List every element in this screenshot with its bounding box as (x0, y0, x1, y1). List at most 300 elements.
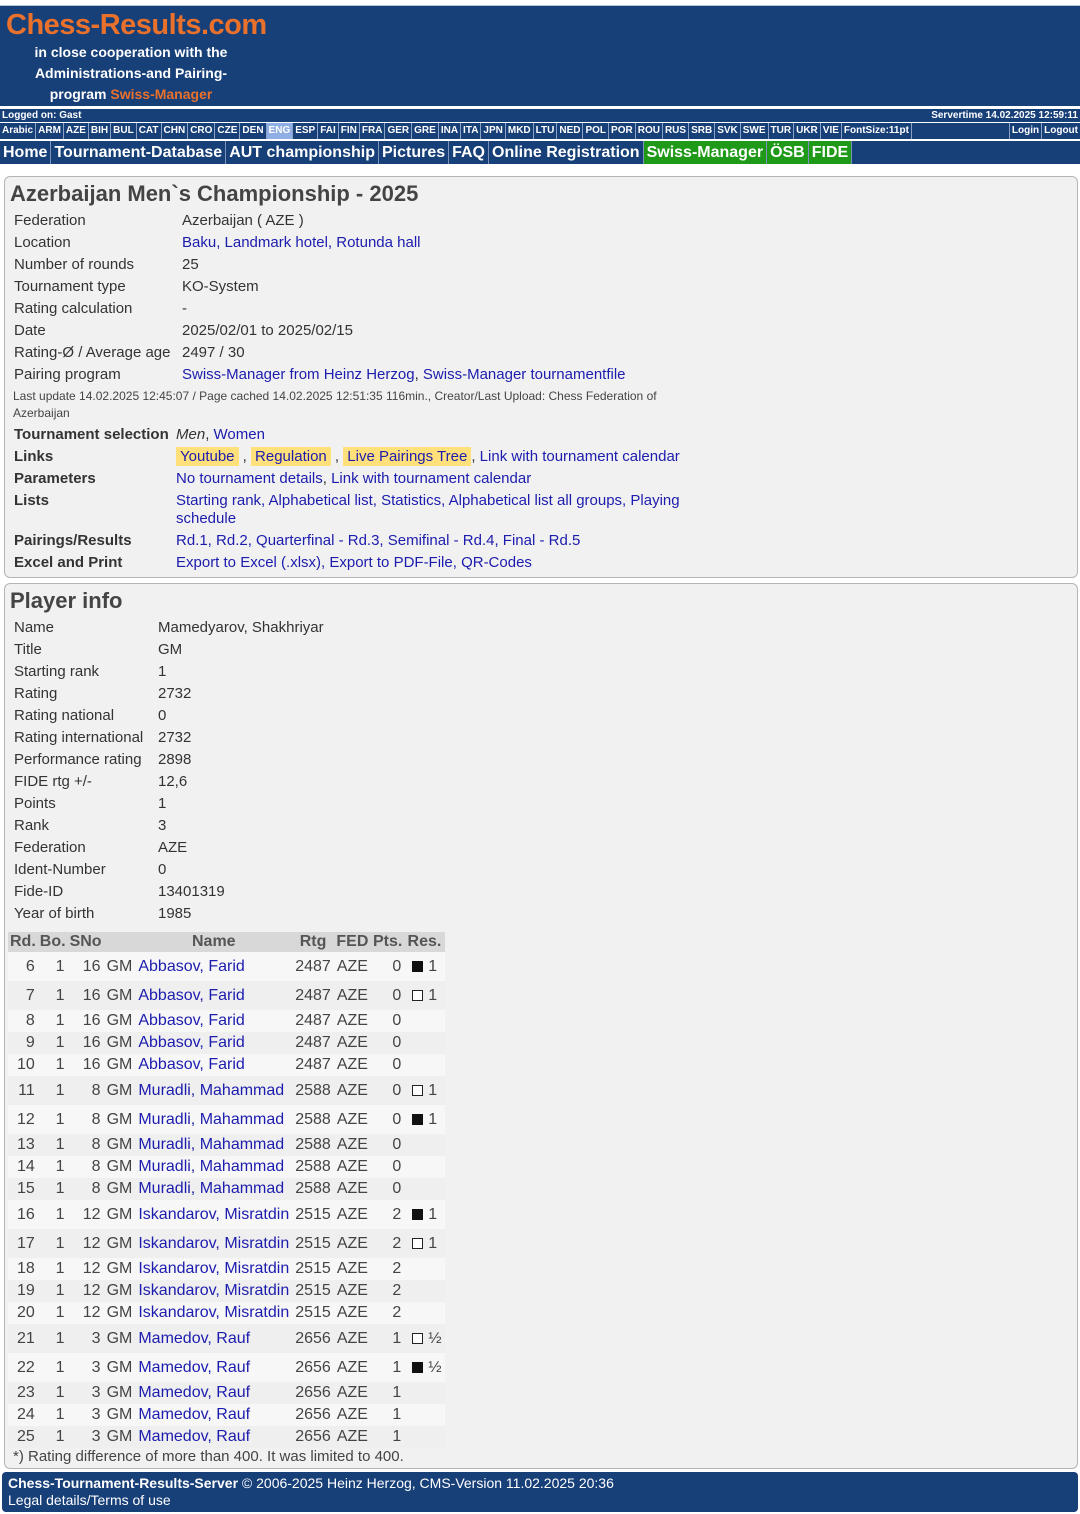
label-type: Tournament type (14, 278, 126, 295)
cell-rtg: 2588 (292, 1076, 334, 1105)
result-value: ½ (428, 1329, 442, 1347)
cell-rd: 10 (8, 1054, 38, 1076)
cell-title: GM (104, 1404, 136, 1426)
result-value: 1 (428, 957, 438, 975)
tournamentfile-link[interactable]: Swiss-Manager tournamentfile (422, 366, 626, 383)
location-link[interactable]: Baku, Landmark hotel, Rotunda hall (182, 234, 421, 251)
params-calendar-link[interactable]: Link with tournament calendar (331, 470, 532, 487)
table-row (8, 1200, 445, 1229)
cell-pts: 2 (371, 1258, 404, 1280)
language-item[interactable]: FAI (318, 123, 339, 139)
opponent-name-link[interactable]: Muradli, Mahammad (135, 1156, 292, 1178)
white-piece-icon (412, 990, 423, 1001)
language-item[interactable]: INA (439, 123, 461, 139)
label-lists: Lists (14, 492, 50, 509)
cell-title: GM (104, 1324, 136, 1353)
cell-pts: 0 (371, 1105, 404, 1134)
cell-title: GM (104, 1178, 136, 1200)
cell-sno: 16 (68, 1054, 104, 1076)
cell-fed: AZE (334, 1382, 371, 1404)
cell-sno: 3 (68, 1324, 104, 1353)
logo-line-3-a: program (49, 86, 111, 102)
player-field-value: 1 (158, 663, 167, 680)
cell-pts: 0 (371, 1178, 404, 1200)
language-item[interactable]: SRB (689, 123, 715, 139)
language-item[interactable]: FRA (360, 123, 386, 139)
nav-online-registration[interactable]: Online Registration (489, 141, 644, 164)
cell-rtg: 2588 (292, 1134, 334, 1156)
white-piece-icon (412, 1333, 423, 1344)
cell-fed: AZE (334, 1054, 371, 1076)
cell-rd: 17 (8, 1229, 38, 1258)
cell-pts: 1 (371, 1382, 404, 1404)
main-nav (0, 141, 1080, 164)
footer-copyright (8, 1475, 1072, 1492)
cell-sno: 8 (68, 1156, 104, 1178)
cell-res (404, 1280, 444, 1302)
cell-res (404, 1382, 444, 1404)
cell-bo: 1 (38, 1054, 68, 1076)
player-field-value: 0 (158, 861, 167, 878)
cell-title: GM (104, 1302, 136, 1324)
opponent-name-link[interactable]: Abbasov, Farid (135, 1032, 292, 1054)
cell-rd: 16 (8, 1200, 38, 1229)
cell-bo: 1 (38, 1032, 68, 1054)
opponent-name-link[interactable]: Mamedov, Rauf (135, 1426, 292, 1448)
player-field-label: Fide-ID (14, 883, 64, 900)
label-date: Date (14, 322, 46, 339)
results-header-cell: Rd. (10, 933, 36, 950)
opponent-name-link[interactable]: Mamedov, Rauf (135, 1382, 292, 1404)
value-date: 2025/02/01 to 2025/02/15 (182, 322, 353, 339)
cell-rtg: 2515 (292, 1280, 334, 1302)
cell-sno: 3 (68, 1426, 104, 1448)
footer-server[interactable]: Chess-Tournament-Results-Server (8, 1475, 239, 1491)
player-field-value: 13401319 (158, 883, 225, 900)
cell-res (404, 1229, 444, 1258)
results-header-cell: Res. (404, 932, 444, 952)
cell-sno: 16 (68, 981, 104, 1010)
cell-fed: AZE (334, 981, 371, 1010)
language-item[interactable]: RUS (663, 123, 689, 139)
results-header-cell (104, 932, 136, 952)
opponent-name-link[interactable]: Muradli, Mahammad (135, 1076, 292, 1105)
cell-rtg: 2487 (292, 952, 334, 981)
cell-title: GM (104, 1134, 136, 1156)
player-field-label: Name (14, 619, 55, 636)
cell-pts: 0 (371, 1054, 404, 1076)
nav-tournament-database[interactable]: Tournament-Database (51, 141, 226, 164)
black-piece-icon (412, 961, 423, 972)
player-field-label: Rating national (14, 707, 115, 724)
user-bar (0, 109, 1080, 122)
cell-res (404, 1302, 444, 1324)
table-row (8, 1229, 445, 1258)
table-row (8, 1404, 445, 1426)
cell-sno: 12 (68, 1258, 104, 1280)
language-item[interactable]: GRE (412, 123, 439, 139)
cell-bo: 1 (38, 1280, 68, 1302)
cell-rd: 15 (8, 1178, 38, 1200)
nav-osb[interactable]: ÖSB (767, 141, 809, 164)
tournament-title: Azerbaijan Men`s Championship - 2025 (10, 181, 419, 206)
cell-sno: 12 (68, 1280, 104, 1302)
cell-title: GM (104, 1076, 136, 1105)
cell-rd: 6 (8, 952, 38, 981)
cell-res (404, 1010, 444, 1032)
calendar-link[interactable]: Link with tournament calendar (479, 448, 680, 465)
result-value: 1 (428, 1081, 438, 1099)
language-item[interactable]: ITA (461, 123, 481, 139)
cell-title: GM (104, 1258, 136, 1280)
cell-rtg: 2656 (292, 1382, 334, 1404)
site-logo[interactable] (6, 8, 286, 105)
cell-pts: 1 (371, 1426, 404, 1448)
label-links: Links (14, 448, 54, 465)
opponent-name-link[interactable]: Iskandarov, Misratdin (135, 1200, 292, 1229)
result-value: 1 (428, 1110, 438, 1128)
cell-sno: 16 (68, 1010, 104, 1032)
language-item[interactable]: CZE (215, 123, 240, 139)
cell-fed: AZE (334, 1302, 371, 1324)
player-field-value: 1985 (158, 905, 192, 922)
cell-pts: 0 (371, 1156, 404, 1178)
cell-title: GM (104, 1280, 136, 1302)
logout-link[interactable]: Logout (1041, 123, 1080, 139)
cell-rd: 12 (8, 1105, 38, 1134)
cell-sno: 16 (68, 1032, 104, 1054)
result-value: ½ (428, 1358, 442, 1376)
cell-sno: 3 (68, 1382, 104, 1404)
cell-fed: AZE (334, 1353, 371, 1382)
cell-res (404, 1032, 444, 1054)
label-selection: Tournament selection (14, 426, 169, 443)
footer-legal-link[interactable]: Legal details/Terms of use (8, 1492, 171, 1508)
table-row (8, 1105, 445, 1134)
auth-links (1009, 123, 1080, 139)
cell-sno: 12 (68, 1302, 104, 1324)
export-links[interactable]: Export to Excel (.xlsx), Export to PDF-File, QR-Codes (176, 554, 532, 571)
cell-pts: 2 (371, 1302, 404, 1324)
cell-pts: 0 (371, 1010, 404, 1032)
cell-sno: 8 (68, 1105, 104, 1134)
player-field-label: FIDE rtg +/- (14, 773, 92, 790)
cell-fed: AZE (334, 1010, 371, 1032)
opponent-name-link[interactable]: Muradli, Mahammad (135, 1134, 292, 1156)
cell-rtg: 2515 (292, 1200, 334, 1229)
cell-pts: 0 (371, 1076, 404, 1105)
cell-rtg: 2515 (292, 1229, 334, 1258)
cell-bo: 1 (38, 981, 68, 1010)
result-value: 1 (428, 986, 438, 1004)
language-item[interactable]: ENG (267, 123, 294, 139)
opponent-name-link[interactable]: Mamedov, Rauf (135, 1324, 292, 1353)
cell-fed: AZE (334, 1404, 371, 1426)
cell-rd: 14 (8, 1156, 38, 1178)
label-parameters: Parameters (14, 470, 96, 487)
cell-bo: 1 (38, 1229, 68, 1258)
opponent-name-link[interactable]: Mamedov, Rauf (135, 1353, 292, 1382)
cell-rd: 11 (8, 1076, 38, 1105)
table-row (8, 1178, 445, 1200)
cell-title: GM (104, 1229, 136, 1258)
language-item[interactable]: JPN (481, 123, 505, 139)
cell-res (404, 1258, 444, 1280)
table-row (8, 1054, 445, 1076)
cell-sno: 8 (68, 1178, 104, 1200)
value-rating-avg: 2497 / 30 (182, 344, 245, 361)
black-piece-icon (412, 1362, 423, 1373)
table-row (8, 1353, 445, 1382)
swiss-manager-link[interactable]: Swiss-Manager from Heinz Herzog (182, 366, 415, 383)
opponent-name-link[interactable]: Mamedov, Rauf (135, 1404, 292, 1426)
player-field-label: Title (14, 641, 42, 658)
logged-on-text: Logged on: Gast (2, 110, 82, 121)
cell-fed: AZE (334, 1032, 371, 1054)
cell-title: GM (104, 1200, 136, 1229)
cell-fed: AZE (334, 1076, 371, 1105)
cell-fed: AZE (334, 1229, 371, 1258)
cell-res (404, 1426, 444, 1448)
results-table (8, 932, 445, 1448)
opponent-name-link[interactable]: Muradli, Mahammad (135, 1105, 292, 1134)
cell-res (404, 1054, 444, 1076)
table-row (8, 1076, 445, 1105)
logo-line-2: Administrations-and Pairing- (34, 65, 228, 81)
label-rating-avg: Rating-Ø / Average age (14, 344, 171, 361)
language-item[interactable]: MKD (506, 123, 534, 139)
cell-fed: AZE (334, 1324, 371, 1353)
logo-title: Chess-Results.com (6, 9, 267, 41)
cell-bo: 1 (38, 1105, 68, 1134)
language-item[interactable]: FIN (339, 123, 360, 139)
language-item[interactable]: AZE (64, 123, 89, 139)
language-item[interactable]: SVK (715, 123, 741, 139)
cell-res (404, 1105, 444, 1134)
cell-sno: 12 (68, 1229, 104, 1258)
cell-bo: 1 (38, 1353, 68, 1382)
results-header-cell: Pts. (372, 933, 403, 950)
language-item[interactable]: CAT (137, 123, 162, 139)
cell-bo: 1 (38, 1010, 68, 1032)
cell-bo: 1 (38, 1258, 68, 1280)
cell-rd: 8 (8, 1010, 38, 1032)
player-field-value: 1 (158, 795, 167, 812)
cell-res (404, 1200, 444, 1229)
result-value: 1 (428, 1205, 438, 1223)
lists-links[interactable]: Starting rank, Alphabetical list, Statistics, Alphabetical list all groups, Playing (176, 492, 680, 509)
cell-rtg: 2656 (292, 1404, 334, 1426)
cell-rtg: 2656 (292, 1353, 334, 1382)
opponent-name-link[interactable]: Iskandarov, Misratdin (135, 1280, 292, 1302)
black-piece-icon (412, 1209, 423, 1220)
opponent-name-link[interactable]: Iskandarov, Misratdin (135, 1229, 292, 1258)
cell-bo: 1 (38, 1382, 68, 1404)
no-details-link[interactable]: No tournament details (176, 470, 323, 487)
cell-bo: 1 (38, 1404, 68, 1426)
opponent-name-link[interactable]: Iskandarov, Misratdin (135, 1302, 292, 1324)
opponent-name-link[interactable]: Abbasov, Farid (135, 1010, 292, 1032)
label-federation: Federation (14, 212, 86, 229)
logo-line-1: in close cooperation with the (34, 44, 228, 60)
opponent-name-link[interactable]: Iskandarov, Misratdin (135, 1258, 292, 1280)
cell-rtg: 2656 (292, 1426, 334, 1448)
player-field-value: 12,6 (158, 773, 188, 790)
cell-title: GM (104, 952, 136, 981)
table-row (8, 1032, 445, 1054)
cell-fed: AZE (334, 1200, 371, 1229)
cell-fed: AZE (334, 1258, 371, 1280)
cell-title: GM (104, 1054, 136, 1076)
cell-rd: 25 (8, 1426, 38, 1448)
cell-rd: 9 (8, 1032, 38, 1054)
youtube-link[interactable]: Youtube (176, 447, 239, 466)
opponent-name-link[interactable]: Abbasov, Farid (135, 981, 292, 1010)
cell-fed: AZE (334, 1280, 371, 1302)
player-field-value: 3 (158, 817, 167, 834)
login-link[interactable]: Login (1009, 123, 1041, 139)
language-item[interactable]: FontSize:11pt (842, 123, 912, 139)
cell-pts: 0 (371, 981, 404, 1010)
opponent-name-link[interactable]: Abbasov, Farid (135, 952, 292, 981)
cell-rd: 24 (8, 1404, 38, 1426)
label-location: Location (14, 234, 71, 251)
language-item[interactable]: Arabic (0, 123, 36, 139)
player-field-label: Performance rating (14, 751, 142, 768)
opponent-name-link[interactable]: Abbasov, Farid (135, 1054, 292, 1076)
cell-title: GM (104, 981, 136, 1010)
cell-sno: 8 (68, 1076, 104, 1105)
player-field-label: Ident-Number (14, 861, 106, 878)
table-row (8, 981, 445, 1010)
language-item[interactable]: ARM (36, 123, 64, 139)
value-rating-calc: - (182, 300, 187, 317)
logo-line-3 (6, 84, 256, 105)
lists-links-schedule[interactable]: schedule (176, 510, 237, 527)
language-item[interactable]: LTU (534, 123, 558, 139)
language-item[interactable]: CRO (188, 123, 215, 139)
selection-women-link[interactable]: Women (213, 426, 265, 443)
table-row (8, 952, 445, 981)
player-field-value: 0 (158, 707, 167, 724)
cell-bo: 1 (38, 1426, 68, 1448)
label-pairings: Pairings/Results (14, 532, 132, 549)
cell-rd: 7 (8, 981, 38, 1010)
cell-bo: 1 (38, 1156, 68, 1178)
language-item[interactable]: BUL (111, 123, 137, 139)
nav-faq[interactable]: FAQ (449, 141, 489, 164)
player-field-label: Federation (14, 839, 86, 856)
language-item[interactable]: TUR (769, 123, 795, 139)
cell-rtg: 2588 (292, 1105, 334, 1134)
language-item[interactable]: NED (557, 123, 583, 139)
white-piece-icon (412, 1238, 423, 1249)
cell-res (404, 1178, 444, 1200)
language-item[interactable]: SWE (741, 123, 769, 139)
cell-rtg: 2588 (292, 1156, 334, 1178)
pairings-links[interactable]: Rd.1, Rd.2, Quarterfinal - Rd.3, Semifinal - Rd.4, Final - Rd.5 (176, 532, 581, 549)
nav-aut-championship[interactable]: AUT championship (226, 141, 379, 164)
player-field-value: 2732 (158, 685, 192, 702)
cell-rtg: 2487 (292, 1054, 334, 1076)
cell-bo: 1 (38, 1200, 68, 1229)
cell-res (404, 1076, 444, 1105)
cell-sno: 16 (68, 952, 104, 981)
cell-bo: 1 (38, 1134, 68, 1156)
cell-pts: 0 (371, 952, 404, 981)
language-item[interactable]: ESP (293, 123, 318, 139)
results-body (8, 952, 445, 1448)
nav-swiss-manager[interactable]: Swiss-Manager (644, 141, 767, 164)
table-row (8, 1156, 445, 1178)
table-row (8, 1302, 445, 1324)
language-item[interactable]: ROU (636, 123, 663, 139)
label-pairing-program: Pairing program (14, 366, 121, 383)
results-header-cell: Bo. (39, 933, 66, 950)
nav-fide[interactable]: FIDE (809, 141, 852, 164)
cell-pts: 2 (371, 1229, 404, 1258)
language-item[interactable]: GER (385, 123, 412, 139)
cell-res (404, 1156, 444, 1178)
player-field-label: Year of birth (14, 905, 95, 922)
cell-sno: 8 (68, 1134, 104, 1156)
tournament-info-box: Azerbaijan Men`s Championship - 2025 Federation Azerbaijan ( AZE ) Location Baku, Landmark hotel, Rotunda hall Number of rounds 25 Tournament type KO-System Rating calculation - Date 2025/02/01 to 2025/02/15 Rating-Ø / Average age 2497 / 30 Pairing program Swiss-Manager from Heinz Herzog, Swiss-Manager tournamentfile Last update 14.02.2025 12:45:07 / Page cached 14.02.2025 12:51:35 116min., Creator/Last Upload: Chess Federation of Azerbaijan Tournament selection Men, Women Links Youtube , Regulation , Live Pairings Tree , Link with tournament calendar Parameters No tournament details, Link with tournament calendar Lists Starting rank, Alphabetical list, Statistics, Alphabetical list all groups, Playing schedule Pairings/Results Rd.1, Rd.2, Quarterfinal - Rd.3, Semifinal - Rd.4, Final - Rd.5 Excel and Print Export to Excel (.xlsx), Export to PDF-File, QR-Codes (4, 176, 1078, 578)
player-field-value: 2898 (158, 751, 192, 768)
language-item[interactable]: VIE (821, 123, 842, 139)
table-row (8, 1134, 445, 1156)
site-footer (2, 1472, 1078, 1512)
results-header-cell: SNo (69, 933, 102, 950)
cell-rd: 22 (8, 1353, 38, 1382)
player-field-label: Starting rank (14, 663, 100, 680)
language-item[interactable]: BIH (89, 123, 111, 139)
footer-copyright-text: © 2006-2025 Heinz Herzog, CMS-Version 11.02.2025 20:36 (238, 1475, 614, 1491)
cell-pts: 1 (371, 1404, 404, 1426)
cell-title: GM (104, 1105, 136, 1134)
selection-men: Men (176, 426, 206, 443)
player-field-value: Mamedyarov, Shakhriyar (158, 619, 324, 636)
cell-pts: 1 (371, 1353, 404, 1382)
cell-bo: 1 (38, 1324, 68, 1353)
nav-pictures[interactable]: Pictures (379, 141, 449, 164)
value-rounds: 25 (182, 256, 199, 273)
cell-rtg: 2656 (292, 1324, 334, 1353)
opponent-name-link[interactable]: Muradli, Mahammad (135, 1178, 292, 1200)
language-item[interactable]: DEN (240, 123, 266, 139)
language-item[interactable]: POR (609, 123, 636, 139)
results-header-cell: Rtg (292, 932, 334, 952)
cell-sno: 3 (68, 1404, 104, 1426)
live-pairings-tree-link[interactable]: Live Pairings Tree (343, 447, 471, 466)
table-row (8, 1324, 445, 1353)
nav-home[interactable]: Home (0, 141, 51, 164)
white-piece-icon (412, 1085, 423, 1096)
language-item[interactable]: UKR (794, 123, 821, 139)
table-row (8, 1258, 445, 1280)
last-update-note: Last update 14.02.2025 12:45:07 / Page cached 14.02.2025 12:51:35 116min., Creator/Last Upload: Chess Federation of Azerbaijan (13, 389, 657, 420)
regulation-link[interactable]: Regulation (251, 447, 331, 466)
cell-title: GM (104, 1156, 136, 1178)
cell-res (404, 1353, 444, 1382)
results-header-cell: FED (334, 932, 371, 952)
language-item[interactable]: CHN (162, 123, 189, 139)
cell-fed: AZE (334, 1105, 371, 1134)
site-header (0, 5, 1080, 106)
language-bar (0, 123, 1080, 139)
language-item[interactable]: POL (583, 123, 609, 139)
cell-title: GM (104, 1010, 136, 1032)
cell-res (404, 1134, 444, 1156)
